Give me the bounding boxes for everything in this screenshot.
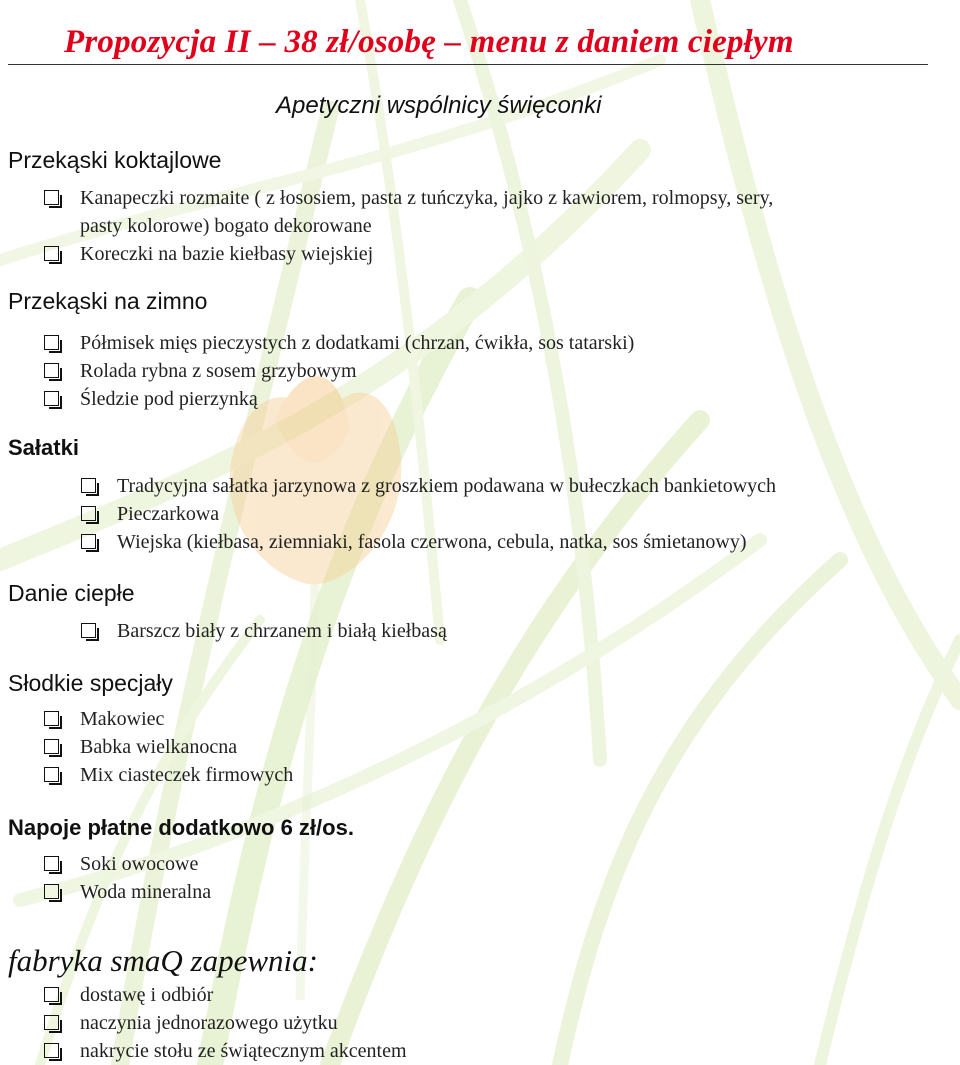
list-item-continuation: pasty kolorowe) bogato dekorowane (80, 215, 372, 237)
checkbox-icon (44, 190, 59, 205)
list-item: Kanapeczki rozmaite ( z łososiem, pasta z tuńczyka, jajko z kawiorem, rolmopsy, sery, (80, 184, 773, 212)
checkbox-icon (44, 1043, 59, 1058)
list-fabryka (80, 981, 407, 1065)
list-item: Koreczki na bazie kiełbasy wiejskiej (80, 240, 773, 268)
section-heading-koktajlowe: Przekąski koktajlowe (8, 147, 222, 173)
checkbox-icon (44, 987, 59, 1002)
checkbox-icon (44, 739, 59, 754)
list-item: naczynia jednorazowego użytku (80, 1009, 407, 1037)
checkbox-icon (44, 884, 59, 899)
checkbox-icon (81, 623, 96, 638)
list-napoje (80, 850, 211, 906)
checkbox-icon (44, 856, 59, 871)
list-zimno (80, 329, 634, 413)
checkbox-icon (44, 1015, 59, 1030)
checkbox-icon (81, 478, 96, 493)
list-slodkie (80, 705, 293, 789)
section-heading-salatki: Sałatki (8, 435, 79, 460)
checkbox-icon (44, 711, 59, 726)
section-heading-napoje: Napoje płatne dodatkowo 6 zł/os. (8, 815, 354, 840)
list-item: Soki owocowe (80, 850, 211, 878)
page-title: Propozycja II – 38 zł/osobę – menu z daniem ciepłym (64, 24, 794, 60)
section-heading-zimno: Przekąski na zimno (8, 288, 208, 314)
list-item: Półmisek mięs pieczystych z dodatkami (chrzan, ćwikła, sos tatarski) (80, 329, 634, 357)
section-heading-fabryka: fabryka smaQ zapewnia: (8, 943, 318, 978)
list-item: Wiejska (kiełbasa, ziemniaki, fasola czerwona, cebula, natka, sos śmietanowy) (117, 528, 776, 556)
list-item: nakrycie stołu ze świątecznym akcentem (80, 1037, 407, 1065)
checkbox-icon (81, 506, 96, 521)
checkbox-icon (44, 767, 59, 782)
page-subtitle: Apetyczni wspólnicy święconki (276, 92, 602, 119)
list-item: Tradycyjna sałatka jarzynowa z groszkiem podawana w bułeczkach bankietowych (117, 472, 776, 500)
title-divider (8, 64, 928, 65)
list-koktajlowe (80, 184, 773, 268)
list-item: Rolada rybna z sosem grzybowym (80, 357, 634, 385)
checkbox-icon (81, 534, 96, 549)
list-item: Barszcz biały z chrzanem i białą kiełbasą (117, 617, 447, 645)
section-heading-cieple: Danie ciepłe (8, 580, 135, 606)
list-salatki (117, 472, 776, 556)
list-item: Woda mineralna (80, 878, 211, 906)
list-item: dostawę i odbiór (80, 981, 407, 1009)
checkbox-icon (44, 391, 59, 406)
list-item: Śledzie pod pierzynką (80, 385, 634, 413)
list-item: Pieczarkowa (117, 500, 776, 528)
list-cieple (117, 617, 447, 645)
list-item: Makowiec (80, 705, 293, 733)
checkbox-icon (44, 246, 59, 261)
checkbox-icon (44, 363, 59, 378)
list-item: Mix ciasteczek firmowych (80, 761, 293, 789)
list-item: Babka wielkanocna (80, 733, 293, 761)
section-heading-slodkie: Słodkie specjały (8, 670, 173, 696)
checkbox-icon (44, 335, 59, 350)
